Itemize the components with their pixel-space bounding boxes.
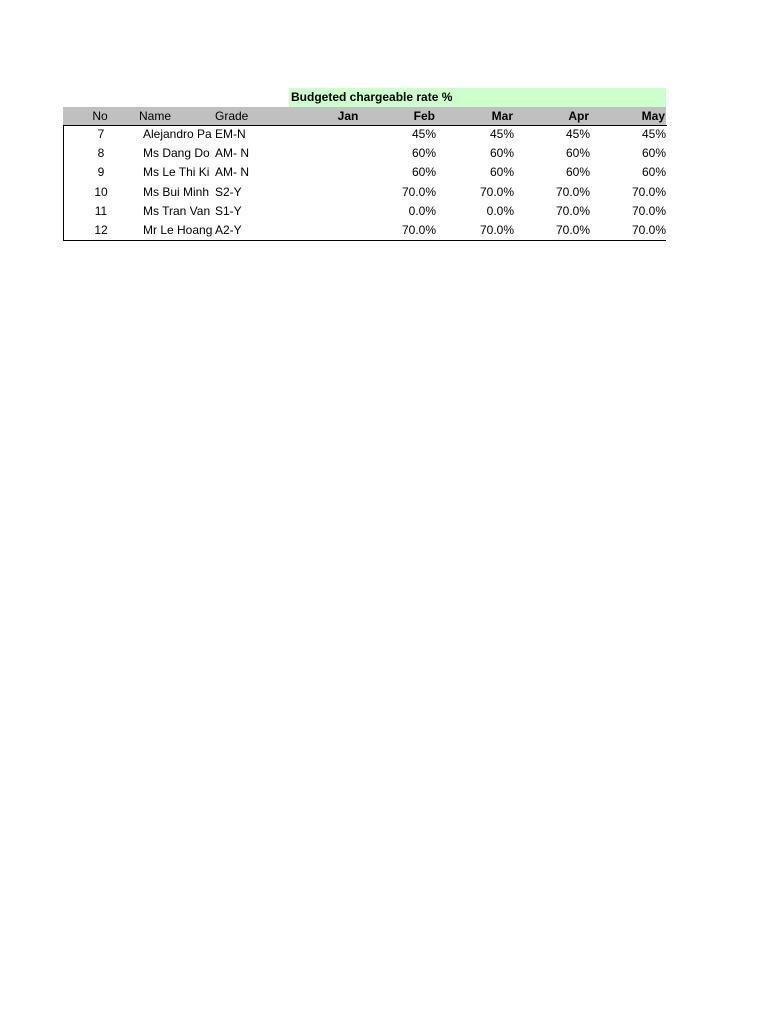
- cell-grade[interactable]: EM-N: [215, 127, 246, 141]
- cell-grade[interactable]: A2-Y: [215, 223, 242, 237]
- cell-may[interactable]: 60%: [641, 146, 666, 160]
- cell-mar[interactable]: 45%: [489, 127, 514, 141]
- cell-may[interactable]: 45%: [641, 127, 666, 141]
- cell-name[interactable]: Ms Bui Minh: [143, 185, 210, 199]
- cell-mar[interactable]: 0.0%: [486, 204, 514, 218]
- table-row: [64, 125, 667, 144]
- cell-mar[interactable]: 60%: [489, 146, 514, 160]
- cell-may[interactable]: 70.0%: [631, 223, 666, 237]
- cell-apr[interactable]: 70.0%: [555, 185, 590, 199]
- cell-apr[interactable]: 70.0%: [555, 204, 590, 218]
- cell-feb[interactable]: 60%: [411, 165, 436, 179]
- cell-apr[interactable]: 60%: [565, 146, 590, 160]
- header-no[interactable]: No: [92, 109, 108, 123]
- cell-grade[interactable]: AM- N: [215, 165, 249, 179]
- cell-may[interactable]: 70.0%: [631, 204, 666, 218]
- budget-rate-group-header[interactable]: Budgeted chargeable rate %: [289, 88, 666, 107]
- cell-name[interactable]: Ms Dang Do: [143, 146, 210, 160]
- header-month-apr[interactable]: Apr: [568, 109, 589, 123]
- cell-feb[interactable]: 60%: [411, 146, 436, 160]
- cell-no[interactable]: 10: [94, 185, 108, 199]
- table-row: [64, 221, 667, 240]
- header-month-mar[interactable]: Mar: [491, 109, 513, 123]
- cell-no[interactable]: 8: [97, 146, 105, 160]
- cell-may[interactable]: 70.0%: [631, 185, 666, 199]
- cell-no[interactable]: 12: [94, 223, 108, 237]
- cell-grade[interactable]: S1-Y: [215, 204, 242, 218]
- header-grade[interactable]: Grade: [215, 109, 249, 123]
- cell-no[interactable]: 9: [97, 165, 105, 179]
- cell-feb[interactable]: 45%: [411, 127, 436, 141]
- cell-name[interactable]: Mr Le Hoang: [143, 223, 213, 237]
- header-month-may[interactable]: May: [641, 109, 665, 123]
- cell-name[interactable]: Ms Le Thi Ki: [143, 165, 210, 179]
- column-header-row: [63, 107, 666, 125]
- table-row: [64, 202, 667, 221]
- cell-apr[interactable]: 45%: [565, 127, 590, 141]
- cell-name[interactable]: Ms Tran Van: [143, 204, 211, 218]
- cell-grade[interactable]: AM- N: [215, 146, 249, 160]
- cell-apr[interactable]: 60%: [565, 165, 590, 179]
- header-name[interactable]: Name: [139, 109, 172, 123]
- table-row: [64, 144, 667, 163]
- data-table-body: [63, 125, 666, 241]
- cell-apr[interactable]: 70.0%: [555, 223, 590, 237]
- header-month-feb[interactable]: Feb: [413, 109, 435, 123]
- cell-mar[interactable]: 60%: [489, 165, 514, 179]
- cell-grade[interactable]: S2-Y: [215, 185, 242, 199]
- cell-mar[interactable]: 70.0%: [479, 223, 514, 237]
- header-month-jan[interactable]: Jan: [337, 109, 359, 123]
- cell-may[interactable]: 60%: [641, 165, 666, 179]
- cell-name[interactable]: Alejandro Pa: [143, 127, 212, 141]
- cell-no[interactable]: 11: [94, 204, 108, 218]
- cell-no[interactable]: 7: [97, 127, 105, 141]
- cell-feb[interactable]: 70.0%: [401, 223, 436, 237]
- cell-feb[interactable]: 0.0%: [408, 204, 436, 218]
- cell-feb[interactable]: 70.0%: [401, 185, 436, 199]
- table-row: [64, 163, 667, 182]
- table-row: [64, 183, 667, 202]
- cell-mar[interactable]: 70.0%: [479, 185, 514, 199]
